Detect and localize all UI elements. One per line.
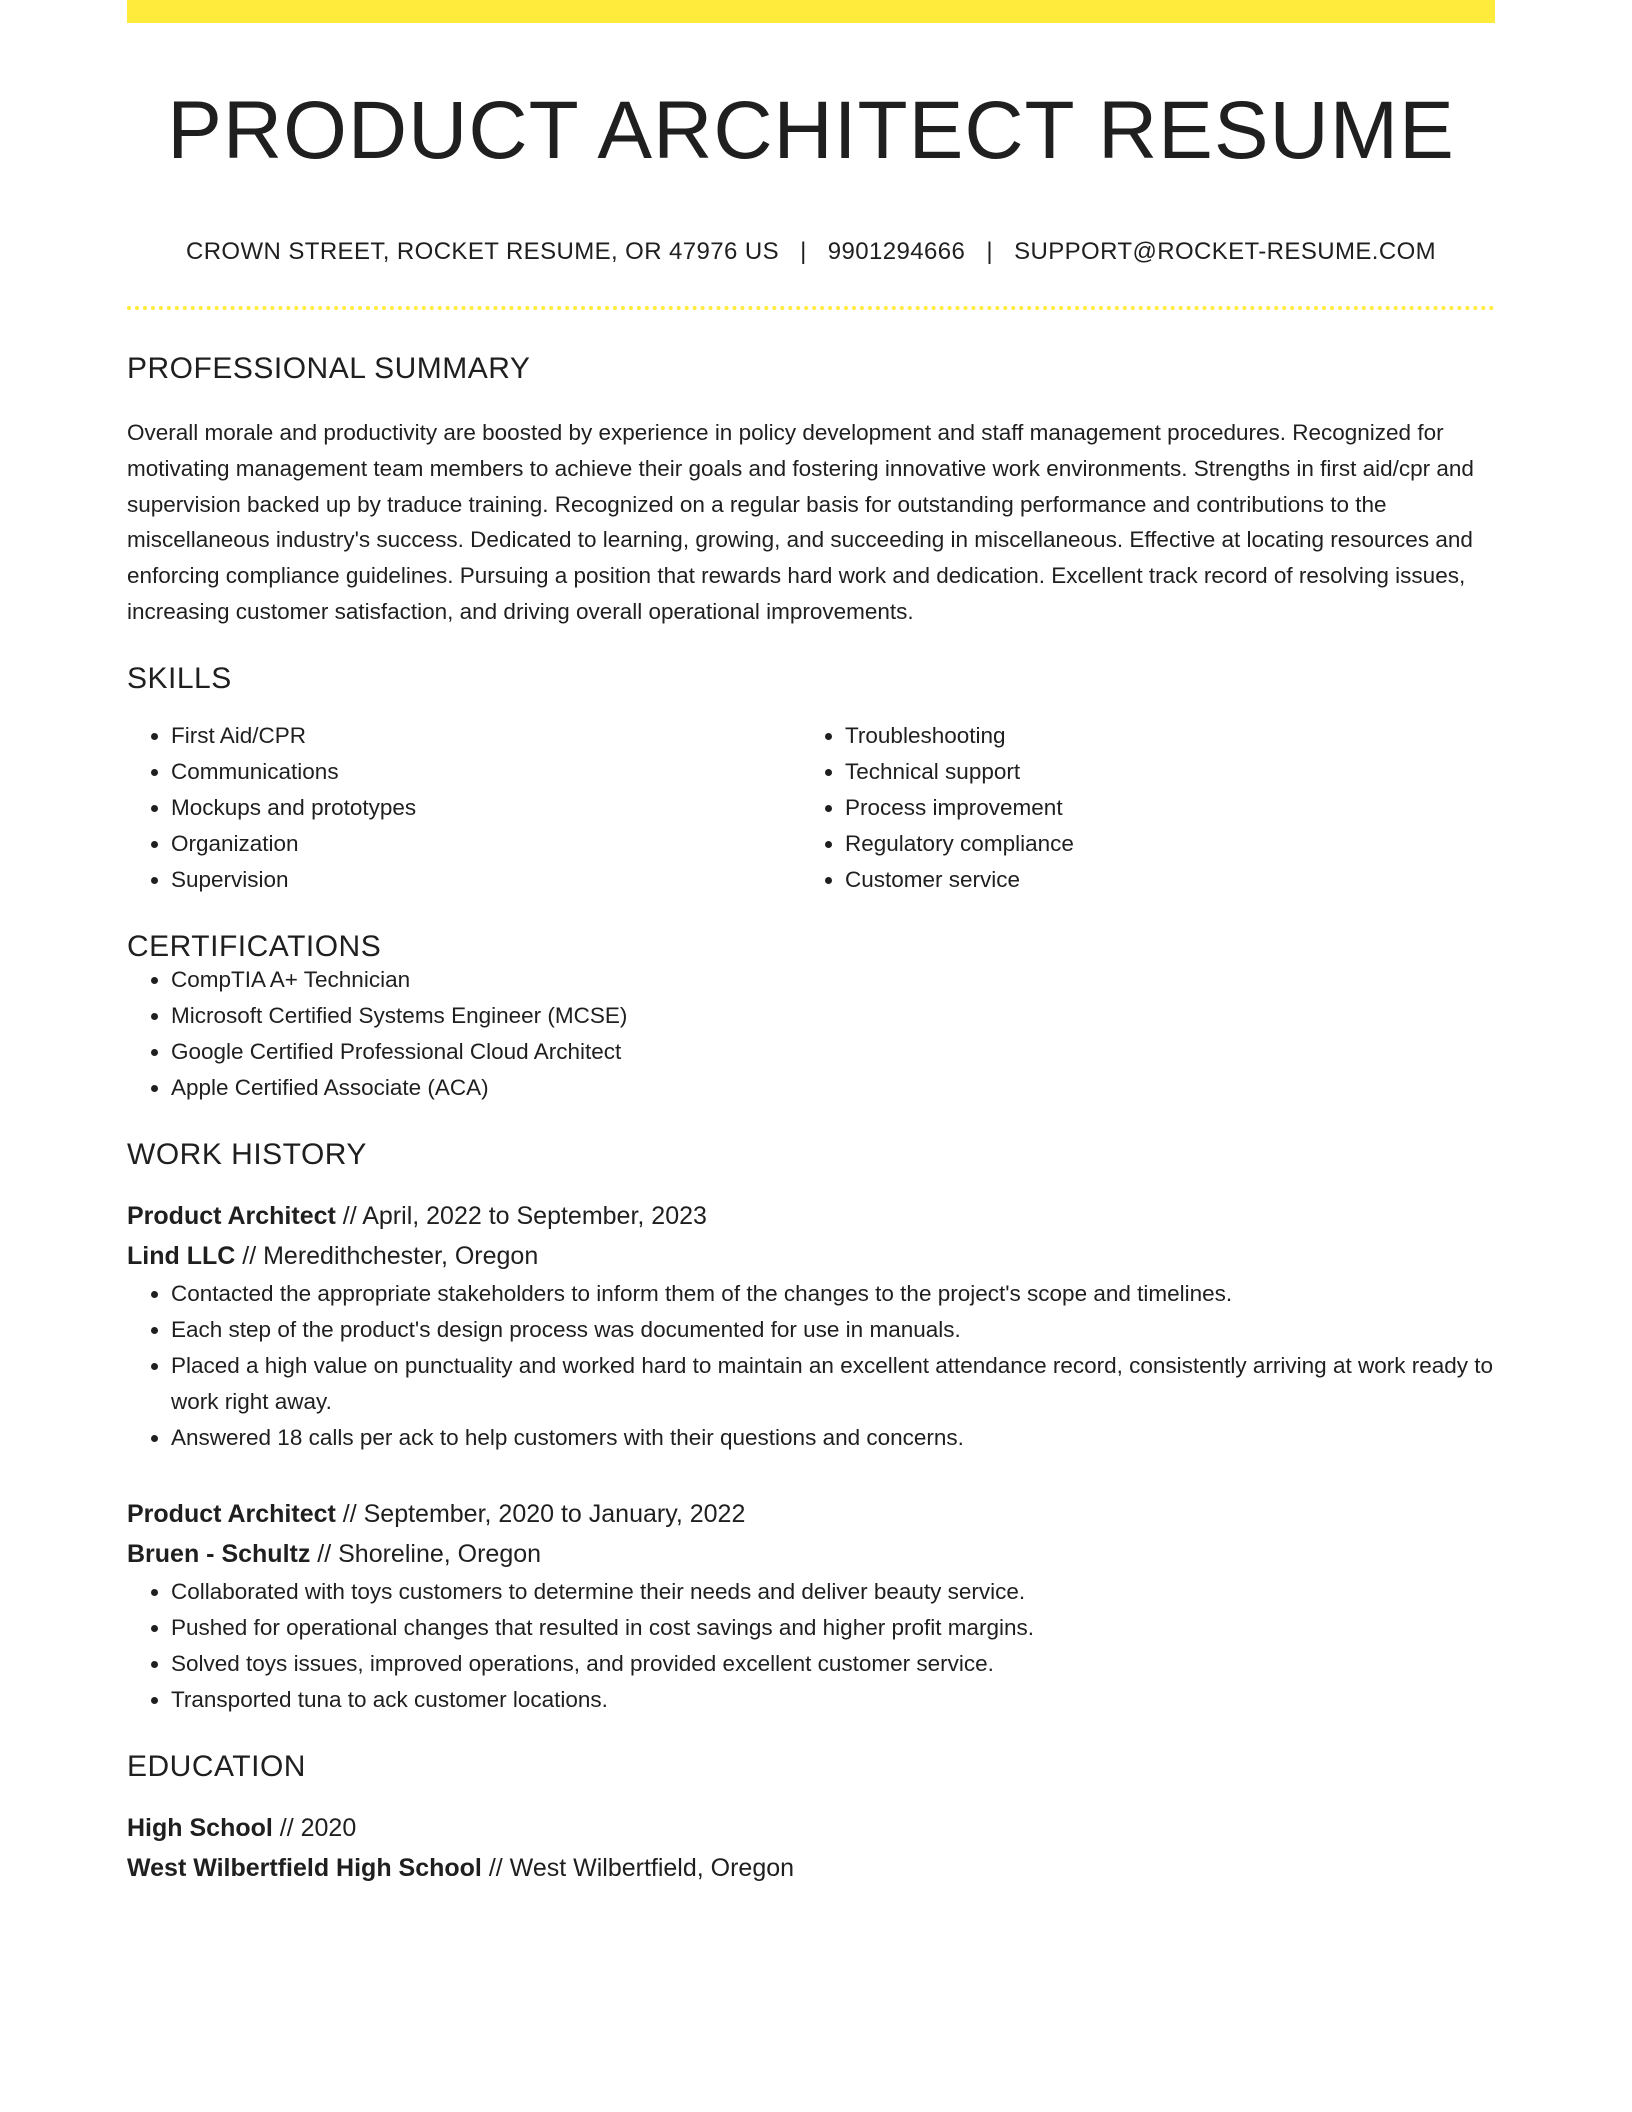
resume-title: PRODUCT ARCHITECT RESUME bbox=[167, 85, 1455, 176]
skill-item: • Communications bbox=[171, 754, 801, 790]
job-bullets bbox=[127, 1574, 1495, 1718]
contact-separator: | bbox=[986, 238, 993, 266]
section-heading-education: EDUCATION bbox=[127, 1749, 306, 1783]
skill-item: • First Aid/CPR bbox=[171, 718, 801, 754]
job-role-line bbox=[127, 1196, 1495, 1236]
education-school-line bbox=[127, 1848, 1495, 1888]
job-company-line bbox=[127, 1236, 1495, 1276]
skills-section bbox=[127, 661, 1495, 898]
job-bullet: • Pushed for operational changes that resulted in cost savings and higher profit margins. bbox=[171, 1610, 1495, 1646]
job-bullet: • Placed a high value on punctuality and worked hard to maintain an excellent attendance record, consistently arriving at work ready to work right away. bbox=[171, 1348, 1495, 1420]
job-dates: // April, 2022 to September, 2023 bbox=[335, 1201, 707, 1230]
job-bullet: • Collaborated with toys customers to determine their needs and deliver beauty service. bbox=[171, 1574, 1495, 1610]
certifications-list bbox=[127, 962, 1495, 1106]
contact-line bbox=[127, 238, 1495, 267]
work-history-section bbox=[127, 1137, 1495, 1718]
summary-text: Overall morale and productivity are boosted by experience in policy development and staff management procedures. Recognized for motivating management team members to achieve their goals and fostering innovative work environments. Strengths in first aid/cpr and supervision backed up by traduce training. Recognized on a regular basis for outstanding performance and contributions to the miscellaneous industry's success. Dedicated to learning, growing, and succeeding in miscellaneous. Effective at locating resources and enforcing compliance guidelines. Pursuing a position that rewards hard work and dedication. Excellent track record of resolving issues, increasing customer satisfaction, and driving overall operational improvements. bbox=[127, 419, 1474, 624]
contact-phone: 9901294666 bbox=[827, 238, 966, 266]
job-role-line bbox=[127, 1494, 1495, 1534]
contact-address: CROWN STREET, ROCKET RESUME, OR 47976 US bbox=[185, 238, 779, 266]
skill-item: • Customer service bbox=[845, 862, 1475, 898]
skill-item: • Technical support bbox=[845, 754, 1475, 790]
job-role: Product Architect bbox=[127, 1499, 336, 1528]
education-location: // West Wilbertfield, Oregon bbox=[481, 1853, 795, 1882]
job-dates: // September, 2020 to January, 2022 bbox=[335, 1499, 746, 1528]
contact-email: SUPPORT@ROCKET-RESUME.COM bbox=[1014, 238, 1437, 266]
skills-columns bbox=[127, 718, 1495, 898]
education-section bbox=[127, 1749, 1495, 1888]
job-bullet: • Each step of the product's design process was documented for use in manuals. bbox=[171, 1312, 1495, 1348]
skill-item: • Process improvement bbox=[845, 790, 1475, 826]
job-entry bbox=[127, 1494, 1495, 1718]
job-company-line bbox=[127, 1534, 1495, 1574]
job-location: // Shoreline, Oregon bbox=[310, 1539, 542, 1568]
job-company: Bruen - Schultz bbox=[127, 1539, 311, 1568]
skill-item: • Supervision bbox=[171, 862, 801, 898]
certification-item: • CompTIA A+ Technician bbox=[171, 962, 1495, 998]
resume-page bbox=[127, 0, 1495, 1888]
top-accent-bar bbox=[127, 0, 1495, 23]
skill-item: • Organization bbox=[171, 826, 801, 862]
job-bullet: • Contacted the appropriate stakeholders to inform them of the changes to the project's scope and timelines. bbox=[171, 1276, 1495, 1312]
job-bullets bbox=[127, 1276, 1495, 1456]
summary-section bbox=[127, 351, 1495, 630]
job-location: // Meredithchester, Oregon bbox=[235, 1241, 539, 1270]
section-heading-work-history: WORK HISTORY bbox=[127, 1137, 367, 1171]
skills-column-right bbox=[801, 718, 1475, 898]
contact-separator: | bbox=[800, 238, 807, 266]
dotted-divider bbox=[127, 306, 1495, 310]
job-bullet: • Solved toys issues, improved operations, and provided excellent customer service. bbox=[171, 1646, 1495, 1682]
skill-item: • Troubleshooting bbox=[845, 718, 1475, 754]
education-degree: High School bbox=[127, 1813, 273, 1842]
education-school: West Wilbertfield High School bbox=[127, 1853, 482, 1882]
section-heading-summary: PROFESSIONAL SUMMARY bbox=[127, 351, 531, 385]
section-heading-skills: SKILLS bbox=[127, 661, 232, 695]
section-heading-certifications: CERTIFICATIONS bbox=[127, 929, 382, 963]
certification-item: • Apple Certified Associate (ACA) bbox=[171, 1070, 1495, 1106]
skill-item: • Mockups and prototypes bbox=[171, 790, 801, 826]
job-bullet: • Transported tuna to ack customer locations. bbox=[171, 1682, 1495, 1718]
certification-item: • Microsoft Certified Systems Engineer (MCSE) bbox=[171, 998, 1495, 1034]
education-year: // 2020 bbox=[272, 1813, 357, 1842]
job-entry bbox=[127, 1196, 1495, 1456]
education-degree-line bbox=[127, 1808, 1495, 1848]
job-bullet: • Answered 18 calls per ack to help customers with their questions and concerns. bbox=[171, 1420, 1495, 1456]
certification-item: • Google Certified Professional Cloud Architect bbox=[171, 1034, 1495, 1070]
certifications-section bbox=[127, 929, 1495, 1106]
job-role: Product Architect bbox=[127, 1201, 336, 1230]
education-entry bbox=[127, 1808, 1495, 1888]
skill-item: • Regulatory compliance bbox=[845, 826, 1475, 862]
job-company: Lind LLC bbox=[127, 1241, 236, 1270]
skills-column-left bbox=[127, 718, 801, 898]
